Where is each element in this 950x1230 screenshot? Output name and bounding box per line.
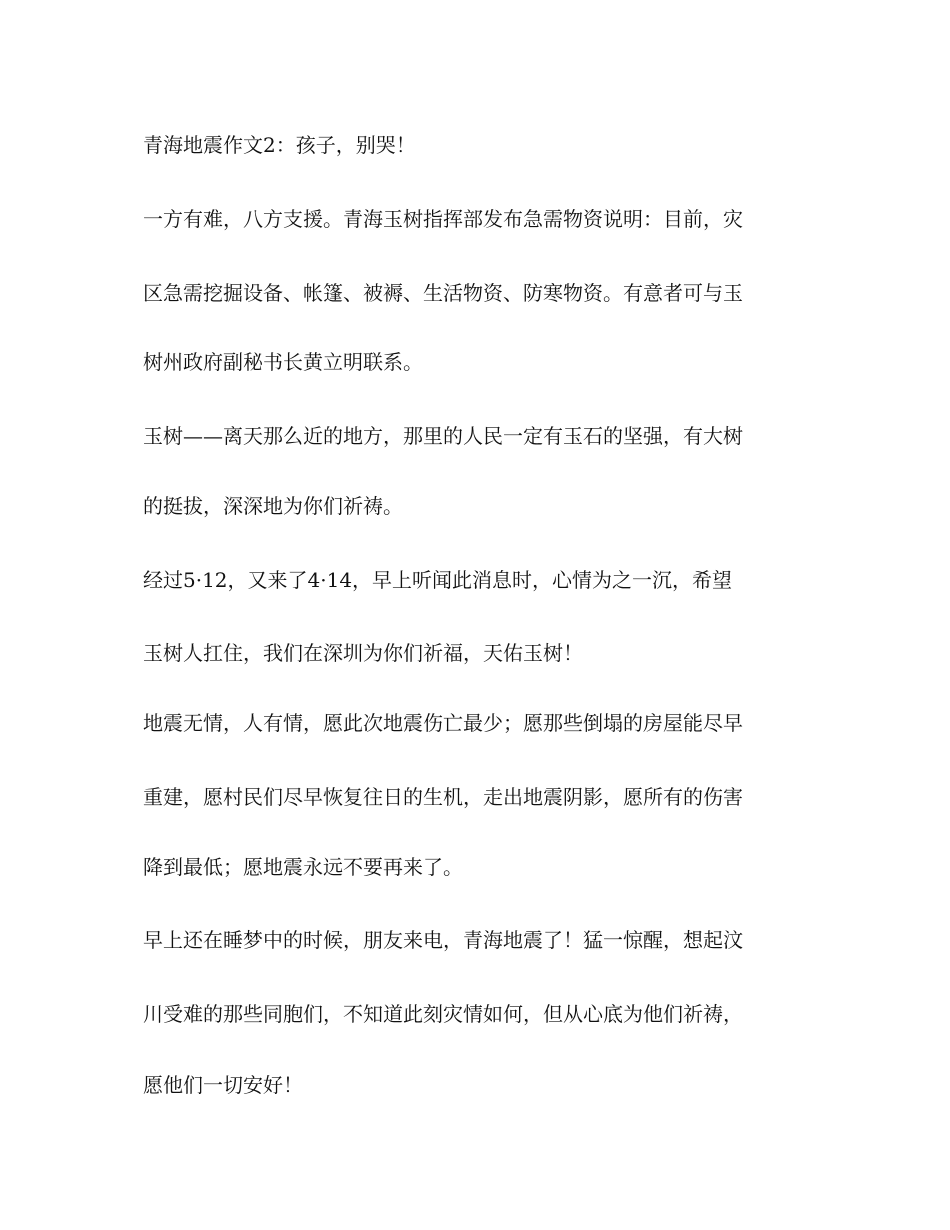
- text-line: 的挺拔，深深地为你们祈祷。: [143, 494, 403, 518]
- text-line: 重建，愿村民们尽早恢复往日的生机，走出地震阴影，愿所有的伤害: [143, 785, 743, 809]
- text-line: 经过5·12，又来了4·14，早上听闻此消息时，心情为之一沉，希望: [143, 568, 733, 592]
- text-line: 玉树——离天那么近的地方，那里的人民一定有玉石的坚强，有大树: [143, 424, 743, 448]
- text-line: 川受难的那些同胞们，不知道此刻灾情如何，但从心底为他们祈祷，: [143, 1002, 743, 1026]
- text-line: 一方有难，八方支援。青海玉树指挥部发布急需物资说明：目前，灾: [143, 207, 743, 231]
- text-line: 地震无情，人有情，愿此次地震伤亡最少；愿那些倒塌的房屋能尽早: [143, 711, 743, 735]
- text-line: 愿他们一切安好！: [143, 1073, 303, 1097]
- text-line: 玉树人扛住，我们在深圳为你们祈福，天佑玉树！: [143, 641, 583, 665]
- title-line: 青海地震作文2：孩子，别哭！: [143, 133, 416, 157]
- text-line: 降到最低；愿地震永远不要再来了。: [143, 855, 463, 879]
- text-line: 树州政府副秘书长黄立明联系。: [143, 350, 423, 374]
- text-line: 区急需挖掘设备、帐篷、被褥、生活物资、防寒物资。有意者可与玉: [143, 281, 743, 305]
- text-line: 早上还在睡梦中的时候，朋友来电，青海地震了！猛一惊醒，想起汶: [143, 928, 743, 952]
